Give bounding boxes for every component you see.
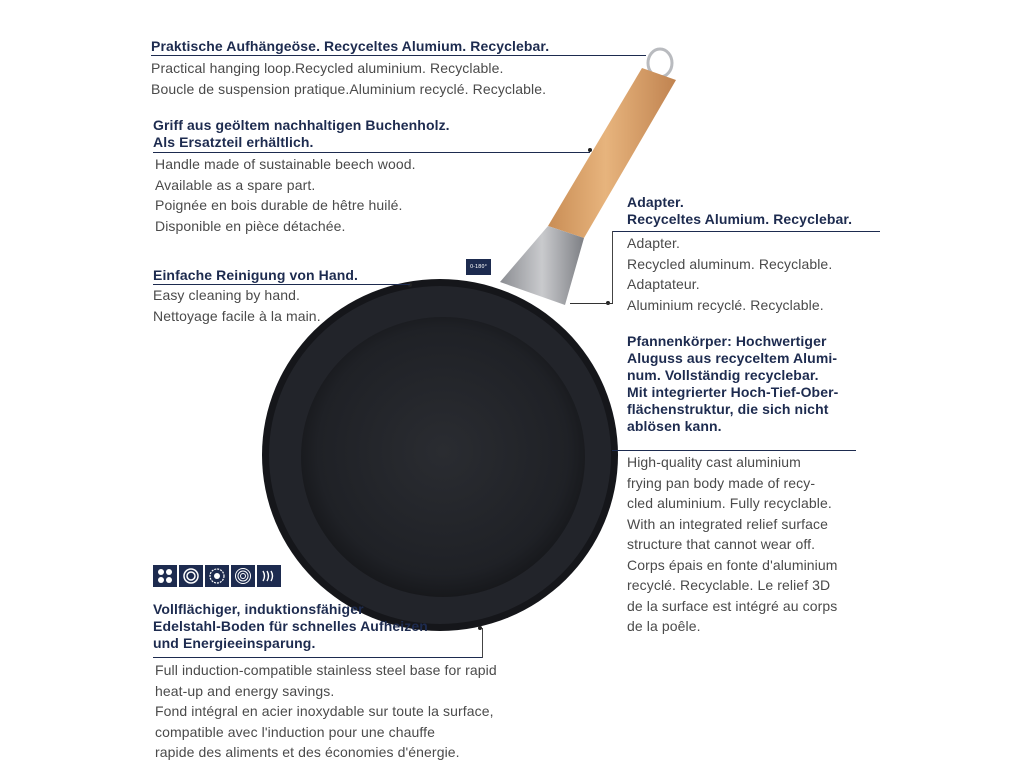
handle-description: Handle made of sustainable beech wood. Available as a spare part. Poignée en bois durable de hêtre huilé. Disponible en pièce détachée. [155,156,416,234]
adapter-heading: Adapter. Recyceltes Alumium. Recyclebar. [627,194,853,227]
pan-body-description: High-quality cast aluminium frying pan body made of recy- cled aluminium. Fully recyclable. With an integrated relief surface structure that cannot wear off. Corps épais en fonte d'aluminium recyclé. Recyclable. Le relief 3D de la surface est intégré au corps de la poêle. [627,454,838,634]
induction-hob-icon [257,565,281,587]
metal-adapter [500,226,584,305]
pan-body-heading: Pfannenkörper: Hochwertiger Aluguss aus recyceltem Alumi- num. Vollständig recyclebar. Mit integrierter Hoch-Tief-Ober- flächenstruktur, die sich nicht ablösen kann. [627,333,839,434]
halogen-hob-icon [231,565,255,587]
cleaning-description: Easy cleaning by hand. Nettoyage facile à la main. [153,287,321,324]
handle-heading: Griff aus geöltem nachhaltigen Buchenholz. Als Ersatzteil erhältlich. [153,117,450,150]
loop-description: Practical hanging loop.Recycled aluminium. Recyclable. Boucle de suspension pratique.Aluminium recyclé. Recyclable. [151,60,547,97]
cooktop-compatibility-icons [153,565,281,587]
pan-cooking-surface [301,317,585,597]
base-description: Full induction-compatible stainless steel base for rapid heat-up and energy savings. Fond intégral en acier inoxydable sur toute la surface, compatible avec l'induction pour une chauffe rapide des aliments et des économies d'énergie. [155,662,497,760]
adapter-description: Adapter. Recycled aluminum. Recyclable. Adaptateur. Aluminium recyclé. Recyclable. [627,235,833,313]
ceramic-hob-icon [205,565,229,587]
dishwasher-temperature-badge: 0-180° [466,259,491,275]
loop-heading: Praktische Aufhängeöse. Recyceltes Alumium. Recyclebar. [151,38,550,54]
gas-hob-icon [153,565,177,587]
electric-hob-icon [179,565,203,587]
cleaning-heading: Einfache Reinigung von Hand. [153,267,359,283]
base-heading: Vollflächiger, induktionsfähiger Edelstahl-Boden für schnelles Aufheizen und Energieeinsparung. [153,601,428,651]
